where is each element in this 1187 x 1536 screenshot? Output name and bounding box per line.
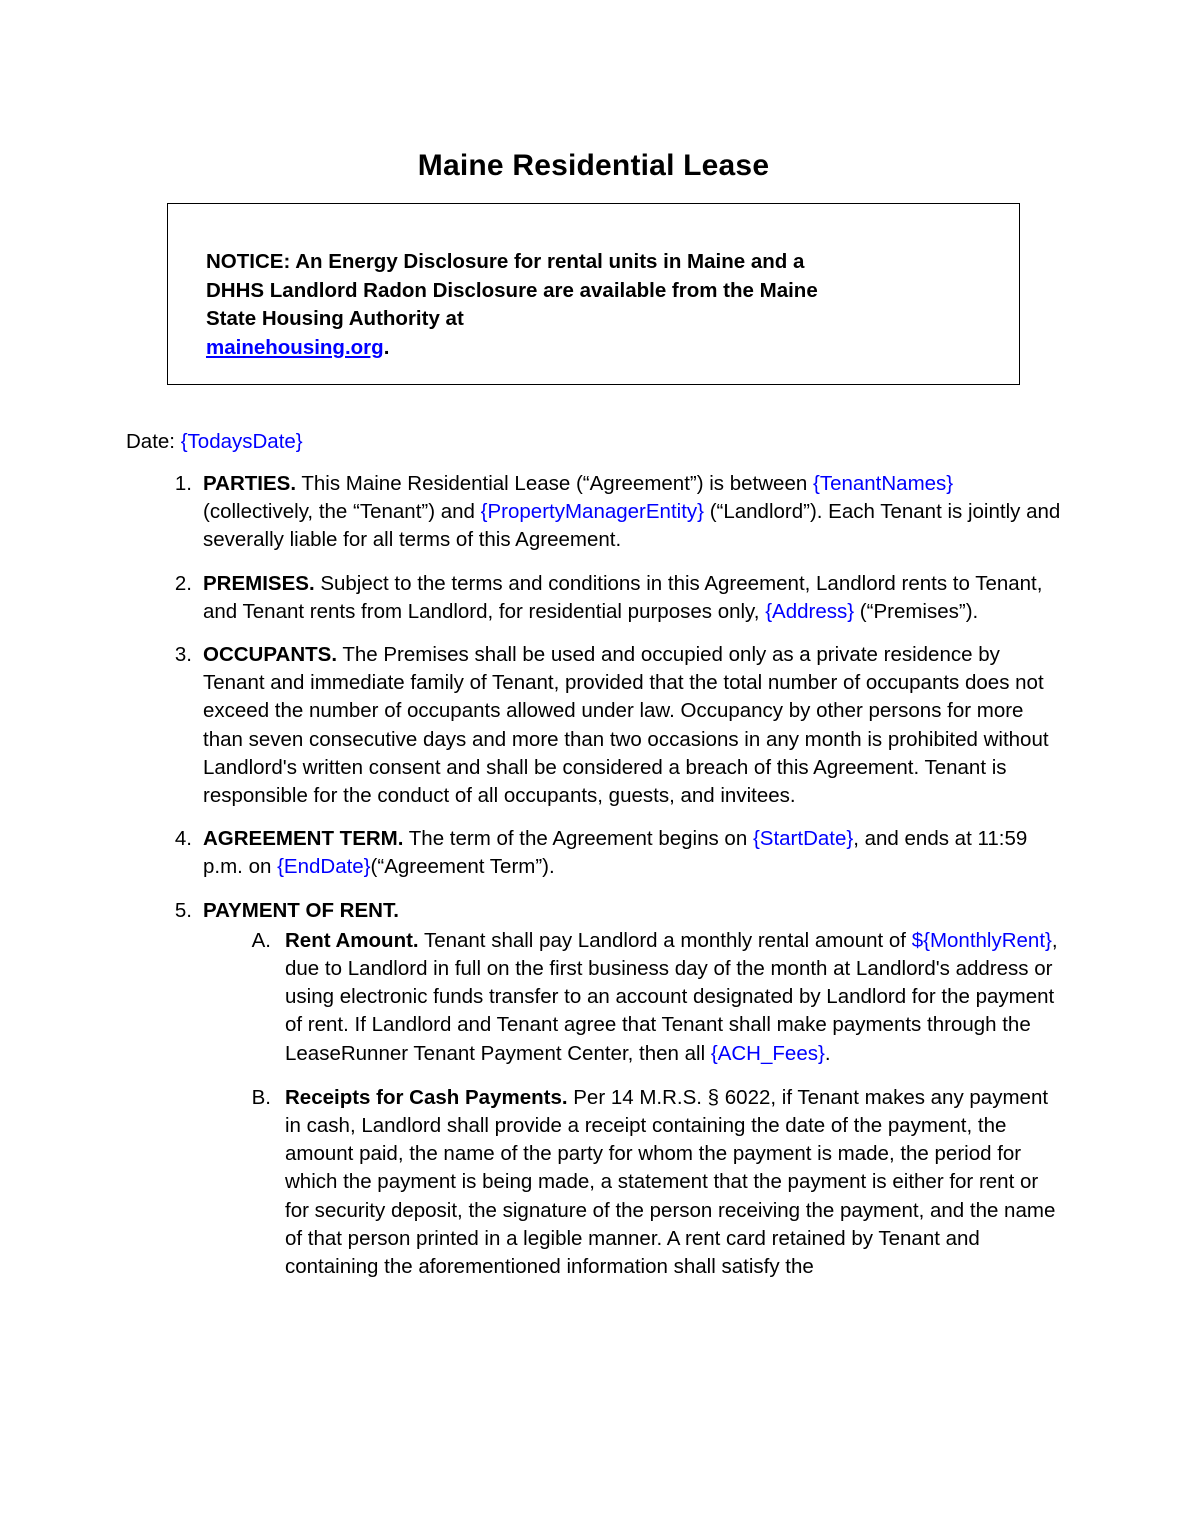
body-text: The term of the Agreement begins on [403, 827, 753, 851]
placeholder-token: {ACH_Fees} [710, 1041, 825, 1065]
subsection-marker: B. [251, 1085, 271, 1109]
section-heading: AGREEMENT TERM. [203, 827, 404, 851]
section-marker: 5. [174, 898, 192, 922]
body-text: (“Premises”). [854, 599, 979, 623]
placeholder-token: {PropertyManagerEntity} [480, 500, 704, 524]
section-heading: PAYMENT OF RENT. [203, 898, 399, 922]
subsection-item [203, 1084, 1066, 1281]
section-item [126, 897, 1066, 1282]
subsection-heading: Rent Amount. [285, 928, 419, 952]
body-text: This Maine Residential Lease (“Agreement”) is between [296, 472, 813, 495]
section-item [126, 825, 1066, 881]
notice-line-3: State Housing Authority at [206, 307, 464, 330]
body-text: (“Landlord”). Each Tenant is jointly and severally liable for all terms of this Agreement. [203, 500, 1061, 552]
section-item [126, 570, 1066, 626]
date-label: Date: [126, 430, 175, 453]
section-marker: 4. [174, 827, 192, 851]
section-marker: 3. [174, 643, 192, 667]
subsection-heading: Receipts for Cash Payments. [285, 1085, 568, 1109]
section-heading: PARTIES. [203, 472, 297, 495]
placeholder-token: {Address} [765, 599, 855, 623]
section-item [126, 641, 1066, 810]
placeholder-token: {TenantNames} [812, 472, 954, 495]
lettered-subsections-list [203, 927, 1066, 1281]
placeholder-token: {EndDate} [277, 855, 371, 879]
notice-box [167, 203, 1020, 385]
body-text: (“Agreement Term”). [370, 855, 555, 879]
section-marker: 2. [174, 571, 192, 595]
section-heading: PREMISES. [203, 571, 315, 595]
body-text: . [824, 1041, 831, 1065]
notice-link-period: . [383, 335, 390, 359]
notice-line-2: DHHS Landlord Radon Disclosure are available from the Maine [206, 278, 818, 302]
numbered-sections-list [126, 470, 1066, 1296]
subsection-marker: A. [251, 928, 271, 952]
date-placeholder: {TodaysDate} [180, 430, 303, 453]
section-item [126, 470, 1066, 555]
page-title: Maine Residential Lease [417, 149, 770, 183]
notice-line-1: NOTICE: An Energy Disclosure for rental units in Maine and a [206, 250, 805, 273]
placeholder-token: {StartDate} [752, 827, 854, 851]
body-text: (collectively, the “Tenant”) and [203, 500, 481, 524]
body-text: Tenant shall pay Landlord a monthly rental amount of [418, 928, 912, 952]
body-text: The Premises shall be used and occupied only as a private residence by Tenant and immediate family of Tenant, provided that the total number of occupants does not exceed the number of occupants allowed under law. Occupancy by other persons for more than seven consecutive days and more than two occasions in any month is prohibited without Landlord's written consent and shall be considered a breach of this Agreement. Tenant is responsible for the conduct of all occupants, guests, and invitees. [203, 643, 1049, 808]
section-heading: OCCUPANTS. [203, 643, 338, 667]
body-text: Subject to the terms and conditions in this Agreement, Landlord rents to Tenant, and Tenant rents from Landlord, for residential purposes only, [203, 571, 1043, 623]
body-text: , and ends at 11:59 p.m. on [203, 827, 1028, 879]
placeholder-token: ${MonthlyRent} [911, 928, 1052, 952]
date-line [126, 428, 303, 456]
notice-text [206, 248, 986, 362]
body-text: , due to Landlord in full on the first business day of the month at Landlord's address or using electronic funds transfer to an account designated by Landlord for the payment of rent. If Landlord and Tenant agree that Tenant shall make payments through the LeaseRunner Tenant Payment Center, then all [285, 928, 1058, 1065]
section-marker: 1. [174, 472, 192, 495]
body-text: Per 14 M.R.S. § 6022, if Tenant makes any payment in cash, Landlord shall provide a receipt containing the date of the payment, the amount paid, the name of the party for whom the payment is made, the period for which the payment is being made, a statement that the payment is either for rent or for security deposit, the signature of the person receiving the payment, and the name of that person printed in a legible manner. A rent card retained by Tenant and containing the aforementioned information shall satisfy the [285, 1085, 1056, 1279]
subsection-item [203, 927, 1066, 1068]
mainehousing-link[interactable]: mainehousing.org [206, 335, 384, 359]
